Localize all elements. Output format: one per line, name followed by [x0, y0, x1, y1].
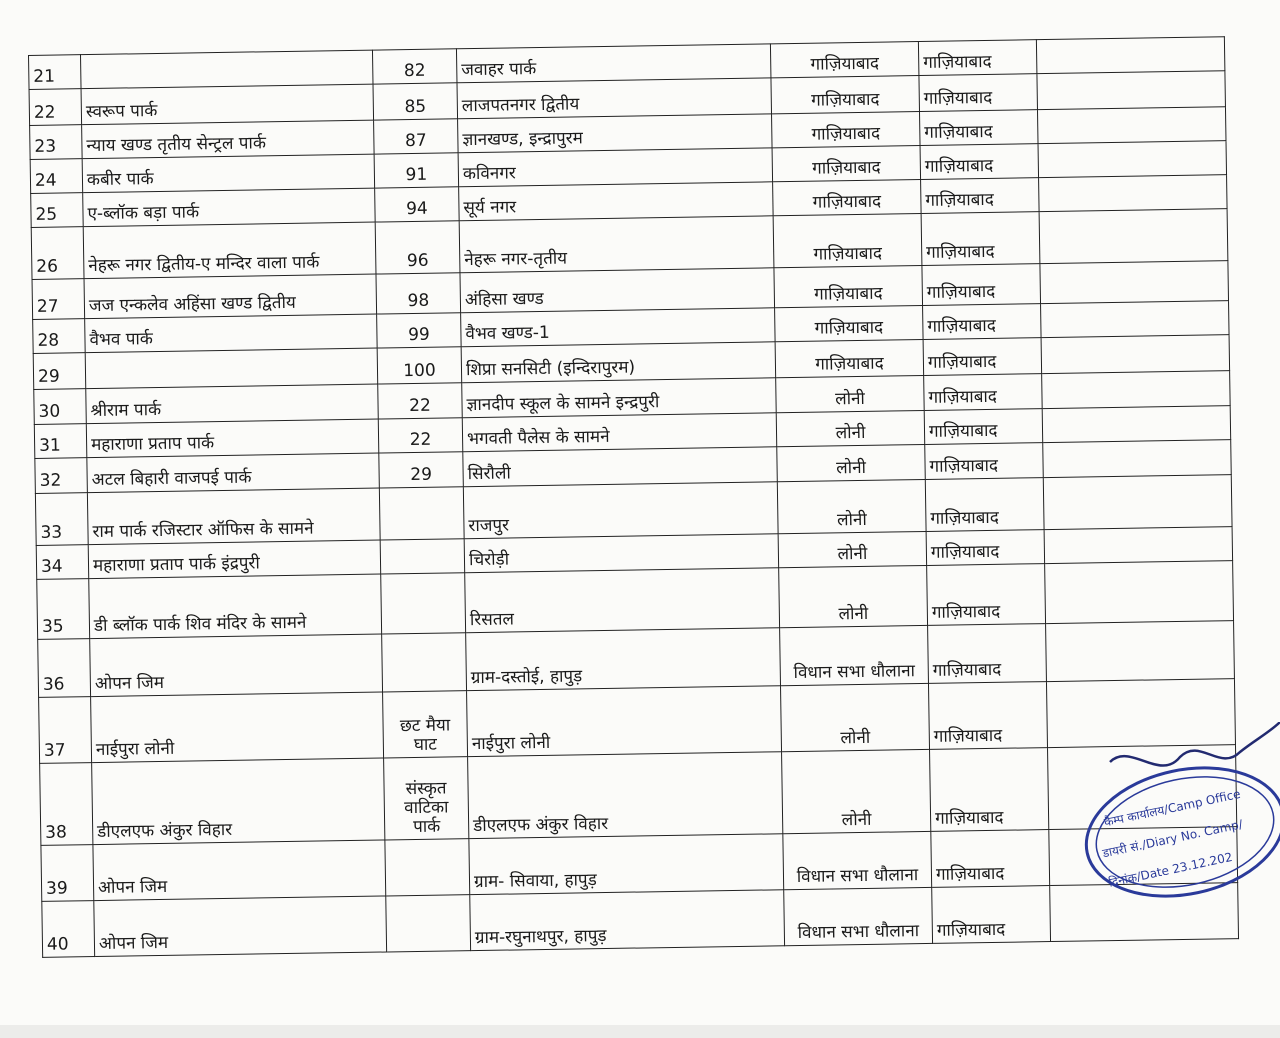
location: रिसतल: [465, 568, 780, 633]
ward-number: 94: [375, 187, 460, 222]
ward-number: 85: [373, 83, 458, 120]
ward-number: 96: [375, 221, 460, 274]
area-name: गाज़ियाबाद: [771, 76, 920, 114]
park-name: [81, 50, 373, 89]
district-name: गाज़ियाबाद: [925, 443, 1044, 480]
area-name: लोनी: [776, 375, 925, 412]
location: चिरोड़ी: [464, 534, 778, 573]
district-name: गाज़ियाबाद: [921, 178, 1040, 214]
serial-number: 36: [38, 639, 91, 698]
remarks-cell: [1039, 175, 1228, 212]
location: नाईपुरा लोनी: [467, 686, 782, 757]
district-name: गाज़ियाबाद: [919, 74, 1038, 112]
location: शिप्रा सनसिटी (इन्दिरापुरम): [461, 342, 776, 383]
area-name: विधान सभा धौलाना: [784, 887, 933, 945]
location: ग्राम-दस्तोई, हापुड़: [466, 628, 781, 691]
serial-number: 35: [37, 579, 90, 640]
location: ग्राम-रघुनाथपुर, हापुड़: [470, 890, 785, 951]
area-name: विधान सभा धौलाना: [780, 625, 929, 685]
location: जवाहर पार्क: [456, 44, 770, 83]
park-name: ओपन जिम: [94, 896, 387, 957]
location: ग्राम- सिवाया, हापुड़: [469, 834, 784, 895]
area-name: लोनी: [782, 749, 931, 833]
remarks-cell: [1036, 37, 1225, 74]
park-name: जज एन्कलेव अहिंसा खण्ड द्वितीय: [84, 274, 377, 319]
remarks-cell: [1043, 440, 1232, 478]
ward-number: 98: [376, 273, 461, 314]
district-name: गाज़ियाबाद: [923, 338, 1042, 376]
ward-number: [382, 633, 467, 692]
remarks-cell: [1042, 371, 1231, 409]
park-name: राम पार्क रजिस्टार ऑफिस के सामने: [87, 488, 380, 545]
area-name: गाज़ियाबाद: [775, 339, 924, 377]
district-name: गाज़ियाबाद: [930, 748, 1049, 832]
remarks-cell: [1044, 527, 1233, 564]
ward-number: संस्कृत वाटिका पार्क: [384, 757, 469, 840]
remarks-cell: [1040, 261, 1229, 304]
park-name: वैभव पार्क: [85, 314, 377, 353]
district-name: गाज़ियाबाद: [928, 624, 1047, 684]
district-name: गाज़ियाबाद: [928, 682, 1047, 750]
remarks-cell: [1042, 406, 1231, 443]
ward-number: [379, 487, 464, 540]
ward-number: 87: [374, 119, 459, 154]
serial-number: 37: [39, 697, 92, 764]
park-name: महाराणा प्रताप पार्क इंद्रपुरी: [88, 540, 380, 579]
park-name: महाराणा प्रताप पार्क: [86, 419, 378, 458]
district-name: गाज़ियाबाद: [927, 564, 1046, 626]
park-name: [85, 348, 378, 389]
area-name: लोनी: [779, 565, 928, 627]
serial-number: 29: [33, 353, 86, 390]
district-name: गाज़ियाबाद: [923, 304, 1042, 340]
remarks-cell: [1037, 107, 1226, 144]
area-name: गाज़ियाबाद: [773, 213, 922, 267]
remarks-cell: [1038, 141, 1227, 178]
remarks-cell: [1041, 301, 1230, 338]
area-name: लोनी: [781, 683, 930, 751]
remarks-cell: [1045, 561, 1234, 624]
park-name: ओपन जिम: [90, 634, 383, 697]
serial-number: 40: [42, 901, 95, 958]
district-name: गाज़ियाबाद: [919, 110, 1038, 146]
serial-number: 25: [31, 193, 84, 228]
stamp-office-text: कैम्प कार्यालय/Camp Office: [1102, 786, 1242, 830]
park-name: ए-ब्लॉक बड़ा पार्क: [83, 188, 375, 227]
serial-number: 22: [29, 89, 82, 126]
ward-number: 22: [378, 418, 463, 453]
area-name: लोनी: [777, 479, 926, 533]
park-list-sheet: [28, 36, 1239, 958]
location: ज्ञानखण्ड, इन्द्रापुरम: [458, 114, 772, 153]
park-name: अटल बिहारी वाजपई पार्क: [87, 453, 380, 493]
district-name: गाज़ियाबाद: [918, 40, 1037, 76]
stamp-diary-text: डायरी सं./Diary No. Camp/: [1101, 817, 1244, 861]
park-name: डी ब्लॉक पार्क शिव मंदिर के सामने: [89, 574, 382, 639]
location: नेहरू नगर-तृतीय: [459, 216, 774, 273]
remarks-cell: [1041, 335, 1230, 374]
district-name: गाज़ियाबाद: [920, 144, 1039, 180]
ward-number: छट मैया घाट: [383, 691, 468, 758]
remarks-cell: [1037, 71, 1226, 110]
park-name: डीएलएफ अंकुर विहार: [92, 758, 385, 845]
location: भगवती पैलेस के सामने: [462, 413, 776, 452]
remarks-cell: [1046, 621, 1235, 682]
location: ज्ञानदीप स्कूल के सामने इन्द्रपुरी: [462, 378, 777, 418]
serial-number: 34: [36, 545, 89, 580]
location: लाजपतनगर द्वितीय: [457, 78, 772, 119]
area-name: गाज़ियाबाद: [774, 265, 923, 307]
area-name: लोनी: [778, 531, 927, 567]
ward-number: 22: [378, 383, 463, 419]
remarks-cell: [1043, 475, 1232, 530]
ward-number: [386, 895, 471, 952]
district-name: गाज़ियाबाद: [931, 830, 1050, 888]
park-name: ओपन जिम: [93, 840, 386, 901]
ward-number: 99: [377, 313, 462, 348]
park-name: स्वरूप पार्क: [81, 84, 374, 125]
ward-number: 100: [377, 347, 462, 384]
park-name: न्याय खण्ड तृतीय सेन्ट्रल पार्क: [82, 120, 374, 159]
ward-number: [380, 539, 465, 574]
district-name: गाज़ियाबाद: [922, 264, 1041, 306]
location: सूर्य नगर: [459, 182, 773, 221]
district-name: गाज़ियाबाद: [924, 409, 1043, 445]
ward-number: [381, 573, 466, 634]
page-edge: [0, 1025, 1280, 1038]
area-name: गाज़ियाबाद: [770, 42, 919, 78]
location: कविनगर: [458, 148, 772, 187]
district-name: गाज़ियाबाद: [926, 530, 1045, 566]
serial-number: 32: [35, 458, 88, 494]
park-name: श्रीराम पार्क: [86, 384, 379, 424]
park-name: नाईपुरा लोनी: [91, 692, 384, 763]
ward-number: 29: [379, 452, 464, 488]
ward-number: 82: [372, 49, 457, 84]
serial-number: 21: [29, 55, 82, 90]
park-name: नेहरू नगर द्वितीय-ए मन्दिर वाला पार्क: [83, 222, 376, 279]
area-name: गाज़ियाबाद: [773, 179, 922, 215]
district-name: गाज़ियाबाद: [925, 478, 1044, 532]
district-name: गाज़ियाबाद: [921, 212, 1040, 266]
serial-number: 27: [32, 279, 85, 320]
location: डीएलएफ अंकुर विहार: [468, 752, 783, 839]
area-name: गाज़ियाबाद: [775, 305, 924, 341]
serial-number: 30: [34, 389, 87, 425]
area-name: विधान सभा धौलाना: [783, 831, 932, 889]
camp-office-stamp: [1070, 722, 1280, 922]
area-name: गाज़ियाबाद: [772, 112, 921, 148]
area-name: लोनी: [776, 410, 925, 446]
serial-number: 24: [30, 159, 83, 194]
serial-number: 28: [33, 319, 86, 354]
park-list-table: [28, 36, 1239, 958]
location: वैभव खण्ड-1: [461, 308, 775, 347]
serial-number: 23: [30, 125, 83, 160]
serial-number: 31: [34, 424, 87, 459]
location: सिरौली: [463, 447, 778, 487]
stamp-date-text: दिनांक/Date 23.12.202: [1107, 849, 1234, 890]
location: राजपुर: [463, 482, 778, 539]
district-name: गाज़ियाबाद: [932, 886, 1051, 944]
serial-number: 26: [31, 227, 84, 280]
serial-number: 39: [41, 845, 94, 902]
ward-number: 91: [374, 153, 459, 188]
ward-number: [385, 839, 470, 896]
district-name: गाज़ियाबाद: [924, 374, 1043, 411]
park-name: कबीर पार्क: [82, 154, 374, 193]
location: अंहिसा खण्ड: [460, 268, 775, 313]
serial-number: 38: [40, 763, 93, 846]
area-name: लोनी: [777, 444, 926, 481]
area-name: गाज़ियाबाद: [772, 145, 921, 181]
remarks-cell: [1039, 209, 1228, 264]
serial-number: 33: [35, 493, 88, 546]
